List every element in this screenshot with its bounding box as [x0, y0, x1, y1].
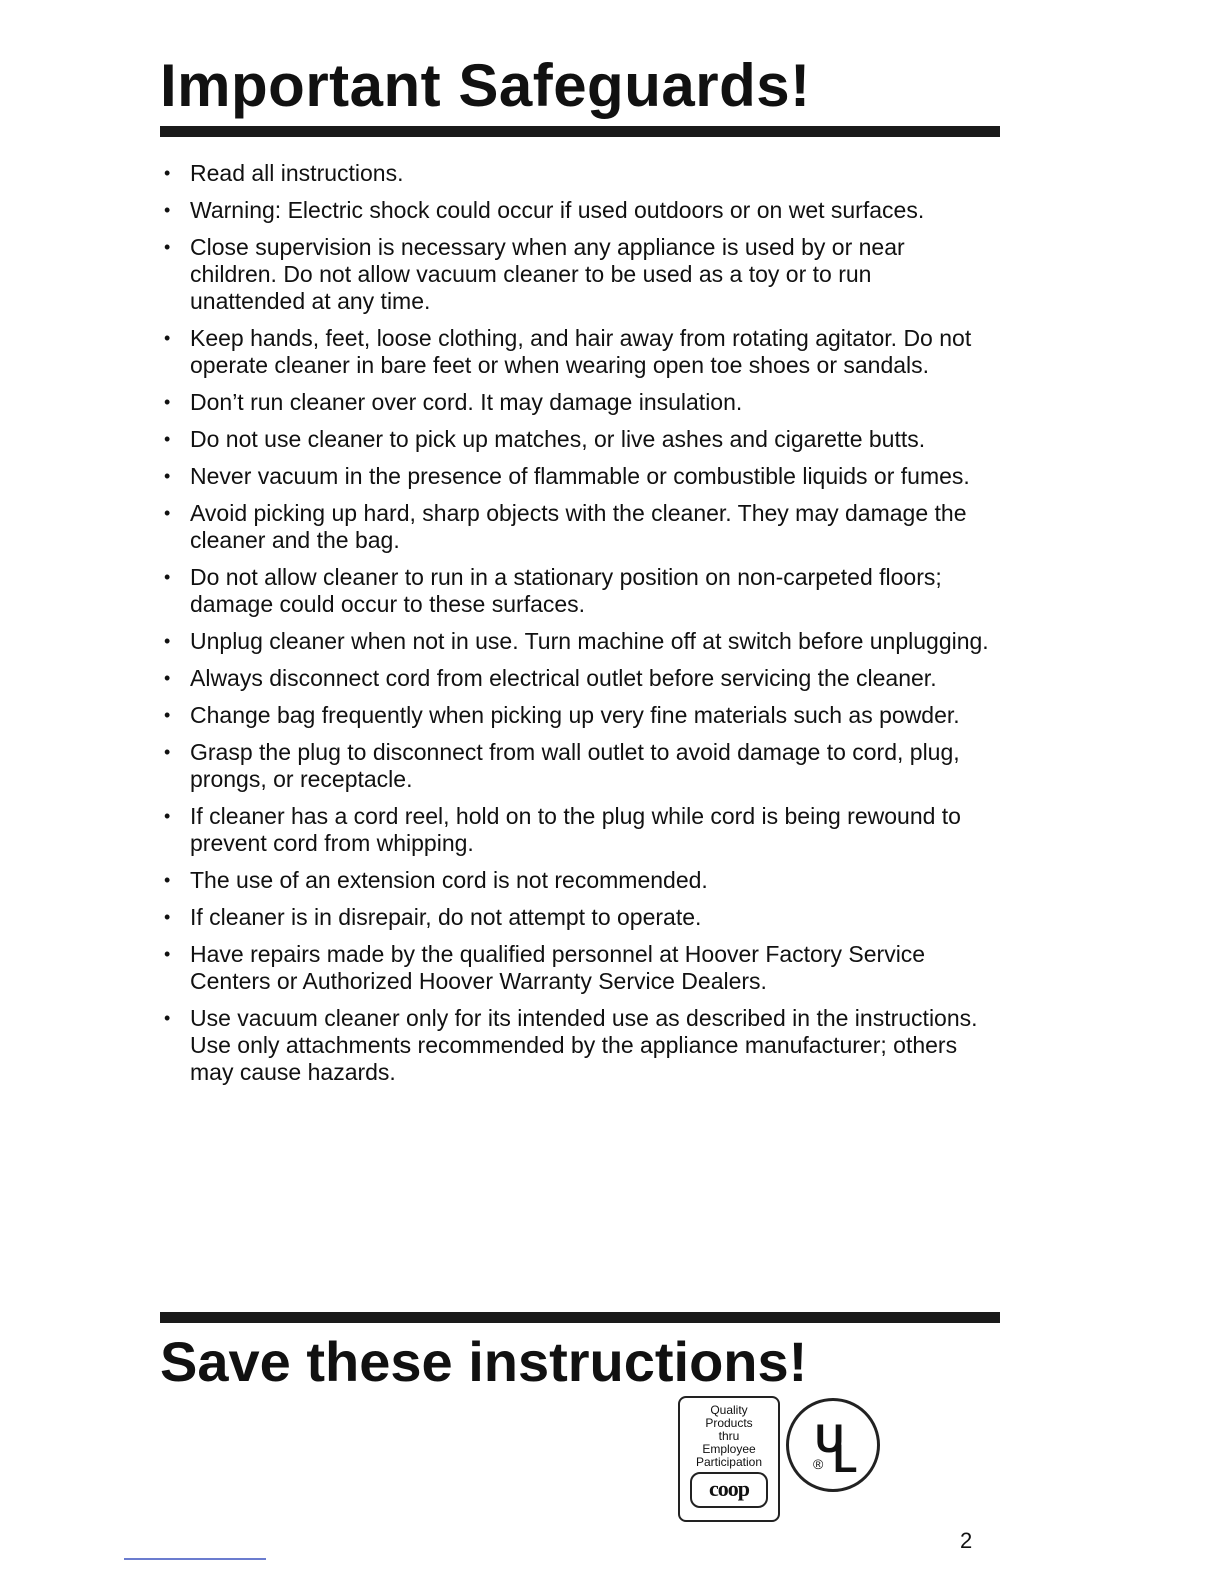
- safeguard-item: [160, 160, 992, 187]
- badge-line: Employee: [702, 1442, 756, 1456]
- safeguard-item: [160, 1005, 992, 1086]
- safeguard-item: [160, 702, 992, 729]
- registered-symbol: ®: [813, 1456, 824, 1472]
- title-rule: [160, 126, 1000, 137]
- bullet-icon: •: [164, 631, 171, 651]
- safeguard-text: If cleaner has a cord reel, hold on to the plug while cord is being rewound to prevent cord from whipping.: [190, 803, 961, 856]
- bullet-icon: •: [164, 944, 171, 964]
- safeguard-text: Read all instructions.: [190, 160, 404, 186]
- page-title: Important Safeguards!: [160, 52, 811, 119]
- bullet-icon: •: [164, 503, 171, 523]
- bullet-icon: •: [164, 806, 171, 826]
- safeguard-text: If cleaner is in disrepair, do not attempt to operate.: [190, 904, 702, 930]
- bullet-icon: •: [164, 705, 171, 725]
- safeguard-text: Don’t run cleaner over cord. It may damage insulation.: [190, 389, 743, 415]
- safeguard-text: Change bag frequently when picking up very fine materials such as powder.: [190, 702, 960, 728]
- safeguard-item: [160, 564, 992, 618]
- footer-rule: [160, 1312, 1000, 1323]
- badge-line: Quality: [710, 1403, 748, 1417]
- safeguard-text: Grasp the plug to disconnect from wall outlet to avoid damage to cord, plug, prongs, or receptacle.: [190, 739, 960, 792]
- safeguard-text: Have repairs made by the qualified personnel at Hoover Factory Service Centers or Authorized Hoover Warranty Service Dealers.: [190, 941, 926, 994]
- save-instructions-title: Save these instructions!: [160, 1330, 808, 1393]
- safeguard-text: Do not use cleaner to pick up matches, or live ashes and cigarette butts.: [190, 426, 926, 452]
- bottom-divider: [124, 1558, 266, 1560]
- safeguard-item: [160, 904, 992, 931]
- safeguard-text: Avoid picking up hard, sharp objects with the cleaner. They may damage the cleaner and the bag.: [190, 500, 967, 553]
- safeguard-text: Never vacuum in the presence of flammable or combustible liquids or fumes.: [190, 463, 970, 489]
- safeguard-item: [160, 739, 992, 793]
- bullet-icon: •: [164, 392, 171, 412]
- bullet-icon: •: [164, 237, 171, 257]
- safeguard-text: Do not allow cleaner to run in a stationary position on non-carpeted floors; damage could occur to these surfaces.: [190, 564, 942, 617]
- safeguard-item: [160, 234, 992, 315]
- safeguard-text: Keep hands, feet, loose clothing, and hair away from rotating agitator. Do not operate cleaner in bare feet or when wearing open toe shoes or sandals.: [190, 325, 972, 378]
- safeguard-text: The use of an extension cord is not recommended.: [190, 867, 708, 893]
- safeguard-text: Always disconnect cord from electrical outlet before servicing the cleaner.: [190, 665, 937, 691]
- bullet-icon: •: [164, 200, 171, 220]
- page-number: 2: [960, 1528, 973, 1553]
- bullet-icon: •: [164, 429, 171, 449]
- bullet-icon: •: [164, 1008, 171, 1028]
- safeguard-item: [160, 500, 992, 554]
- bullet-icon: •: [164, 742, 171, 762]
- badge-line: thru: [718, 1429, 740, 1443]
- coop-quality-badge: [678, 1396, 780, 1522]
- safeguard-text: Close supervision is necessary when any appliance is used by or near children. Do not allow vacuum cleaner to be used as a toy or to run unattended at any time.: [190, 234, 905, 314]
- safeguard-item: [160, 426, 992, 453]
- safeguard-text: Unplug cleaner when not in use. Turn machine off at switch before unplugging.: [190, 628, 989, 654]
- ul-mark-l: L: [833, 1437, 858, 1481]
- safeguard-item: [160, 628, 992, 655]
- safeguard-item: [160, 867, 992, 894]
- safeguard-item: [160, 803, 992, 857]
- safeguards-list: [160, 160, 992, 1096]
- safeguard-item: [160, 197, 992, 224]
- badge-line: Participation: [695, 1455, 763, 1469]
- safeguard-text: Use vacuum cleaner only for its intended use as described in the instructions. Use only attachments recommended by the appliance manufacturer; others may cause hazards.: [190, 1005, 978, 1085]
- ul-listed-mark: [786, 1398, 880, 1492]
- bullet-icon: •: [164, 466, 171, 486]
- coop-logo: coop: [690, 1472, 768, 1508]
- bullet-icon: •: [164, 870, 171, 890]
- safeguard-item: [160, 665, 992, 692]
- safeguard-item: [160, 941, 992, 995]
- safeguard-item: [160, 389, 992, 416]
- safeguard-text: Warning: Electric shock could occur if used outdoors or on wet surfaces.: [190, 197, 925, 223]
- bullet-icon: •: [164, 907, 171, 927]
- bullet-icon: •: [164, 668, 171, 688]
- badge-line: Products: [705, 1416, 753, 1430]
- bullet-icon: •: [164, 328, 171, 348]
- bullet-icon: •: [164, 567, 171, 587]
- safeguard-item: [160, 325, 992, 379]
- safeguard-item: [160, 463, 992, 490]
- ul-mark-u: U: [815, 1417, 844, 1461]
- bullet-icon: •: [164, 163, 171, 183]
